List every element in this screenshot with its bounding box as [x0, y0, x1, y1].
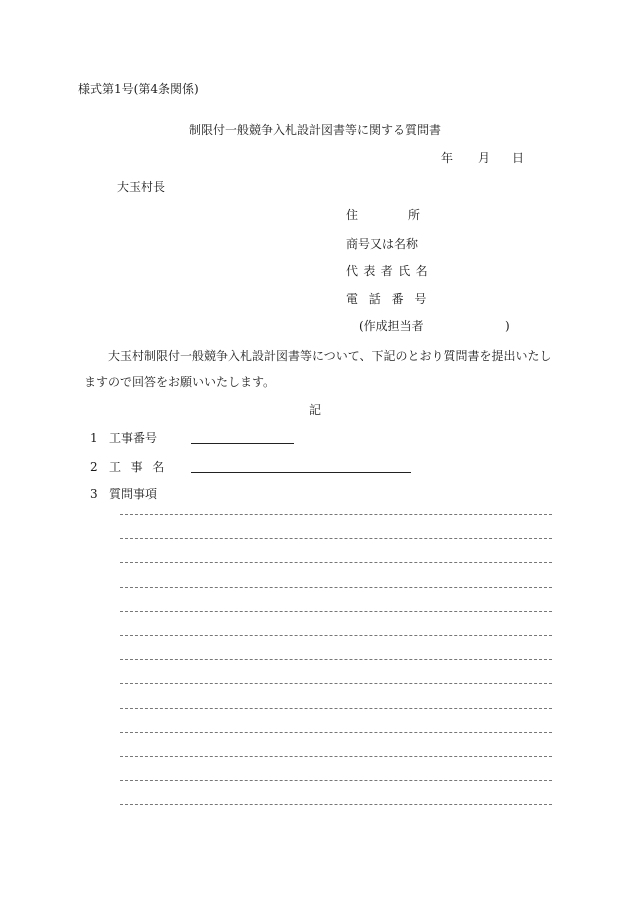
question-line[interactable] [120, 683, 552, 684]
item-number-3: 3 [90, 487, 98, 501]
construction-number-field[interactable] [191, 443, 294, 444]
question-line[interactable] [120, 732, 552, 733]
addressee: 大玉村長 [117, 180, 166, 194]
question-line[interactable] [120, 780, 552, 781]
contact-person-label: (作成担当者 [359, 319, 424, 333]
construction-name-label: 工事名 [109, 460, 174, 474]
date-year-label: 年 [441, 151, 454, 165]
question-line[interactable] [120, 756, 552, 757]
construction-number-label: 工事番号 [109, 431, 158, 445]
questions-label: 質問事項 [109, 487, 158, 501]
company-name-label: 商号又は名称 [346, 237, 419, 251]
phone-number-label: 電話番号 [346, 292, 438, 306]
construction-name-field[interactable] [191, 472, 411, 473]
address-label-second: 所 [408, 208, 421, 222]
question-line[interactable] [120, 635, 552, 636]
question-line[interactable] [120, 587, 552, 588]
question-line[interactable] [120, 611, 552, 612]
question-line[interactable] [120, 538, 552, 539]
request-paragraph: 大玉村制限付一般競争入札設計図書等について、下記のとおり質問書を提出いたしますので回答をお願いいたします。 [84, 349, 552, 389]
address-label-first: 住 [346, 208, 359, 222]
form-number: 様式第1号(第4条関係) [78, 82, 199, 96]
representative-name-label: 代表者氏名 [346, 264, 434, 278]
item-number-1: 1 [90, 431, 98, 445]
item-number-2: 2 [90, 460, 98, 474]
question-line[interactable] [120, 562, 552, 563]
questions-area[interactable] [120, 514, 552, 828]
question-line[interactable] [120, 659, 552, 660]
document-title: 制限付一般競争入札設計図書等に関する質問書 [188, 123, 441, 137]
date-day-label: 日 [512, 151, 525, 165]
ki-heading: 記 [308, 403, 321, 417]
contact-person-close: ) [505, 319, 510, 333]
date-month-label: 月 [478, 151, 491, 165]
question-line[interactable] [120, 804, 552, 805]
question-line[interactable] [120, 514, 552, 515]
question-line[interactable] [120, 708, 552, 709]
